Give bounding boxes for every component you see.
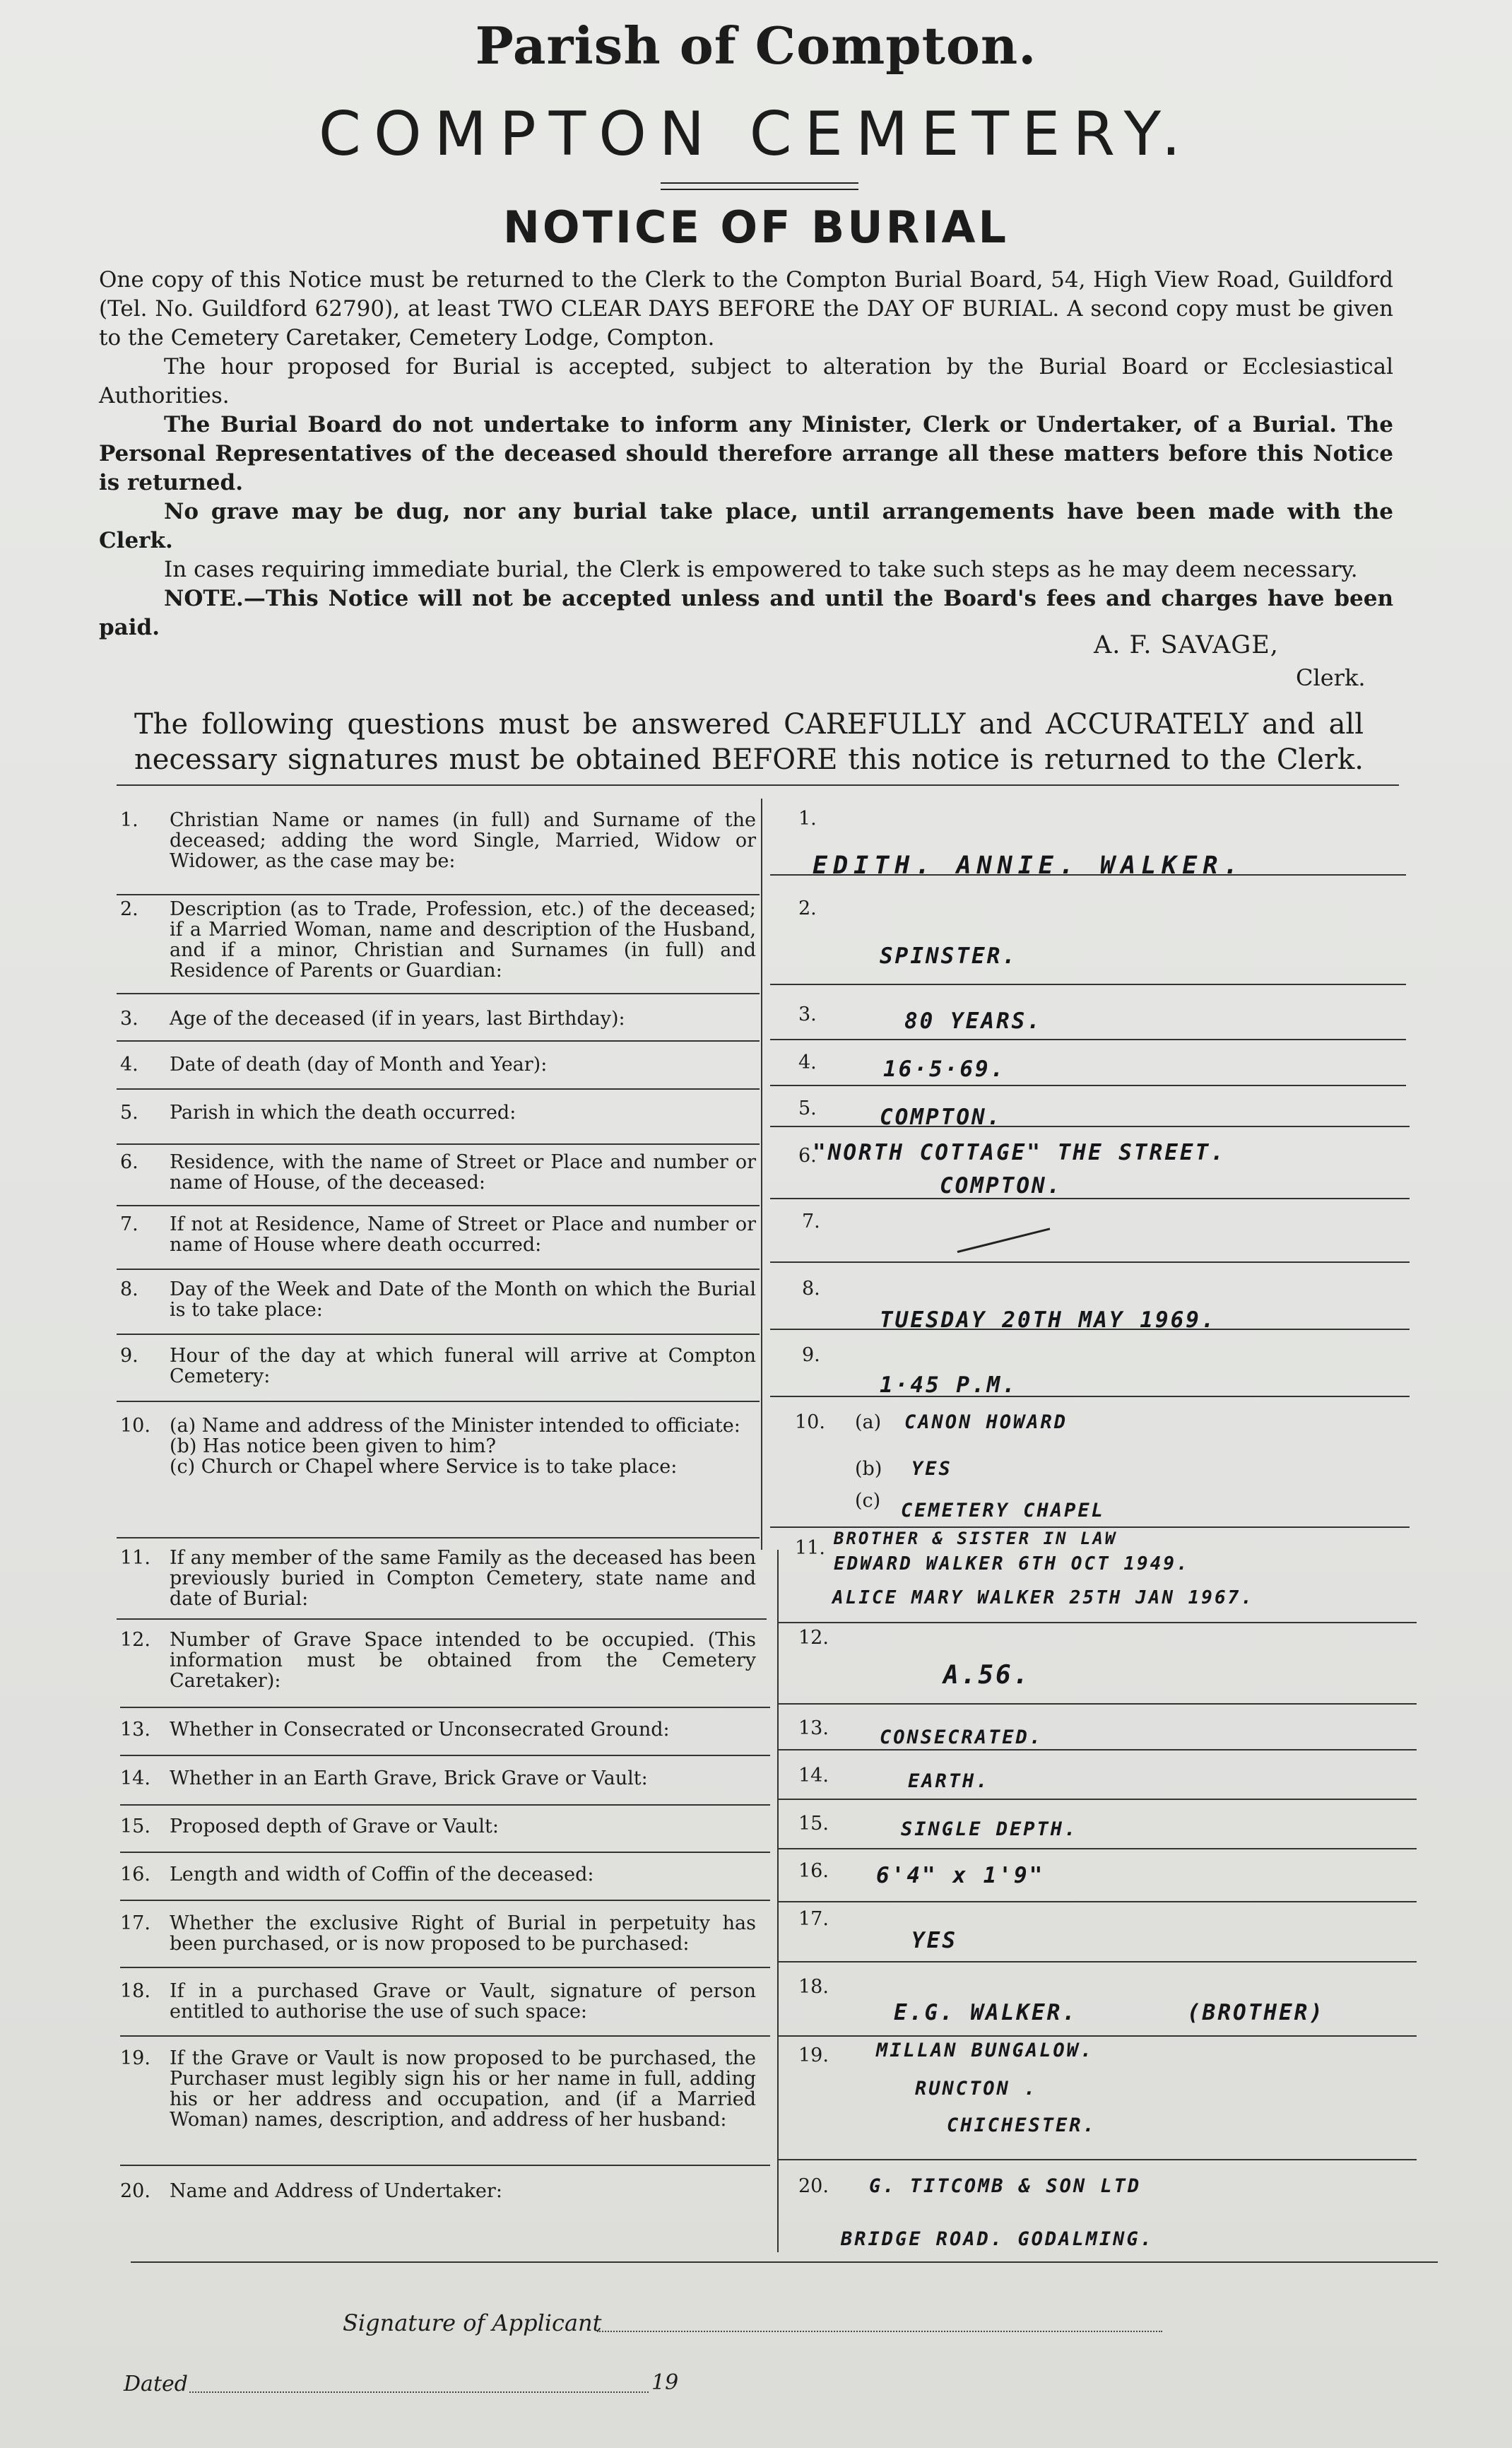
- question-1: [120, 810, 756, 871]
- question-18: [120, 1981, 756, 2022]
- question-4: [120, 1054, 756, 1075]
- answer-16-coffin-size: 6'4" x 1'9": [876, 1863, 1045, 1888]
- answer-rule: [770, 1085, 1406, 1086]
- row-rule: [117, 1618, 767, 1620]
- instruction-return-copy: One copy of this Notice must be returned to the Clerk to the Compton Burial Board, 54, High View Road, Guildford (Tel. No. Guildford 62790), at least TWO CLEAR DAYS BEFORE the DAY OF BURIAL. A second copy must be given to the Cemetery Caretaker, Cemetery Lodge, Compton.: [99, 267, 1393, 351]
- question-10b: (b) Has notice been given to him?: [170, 1435, 496, 1457]
- instruction-board-not-inform: [99, 411, 1393, 498]
- row-rule: [117, 1205, 760, 1206]
- answer-10b-notice-given: YES: [911, 1458, 952, 1480]
- question-text: Date of death (day of Month and Year):: [170, 1054, 548, 1076]
- row-rule: [120, 1852, 770, 1853]
- answer-1-name: EDITH. ANNIE. WALKER.: [813, 852, 1244, 880]
- answer-number: 17.: [798, 1908, 829, 1930]
- answer-15-depth: SINGLE DEPTH.: [901, 1818, 1078, 1840]
- row-rule: [120, 2035, 770, 2037]
- question-text: Age of the deceased (if in years, last Birthday):: [170, 1008, 625, 1030]
- question-17: [120, 1913, 756, 1954]
- answer-number: 1.: [798, 808, 817, 830]
- question-text: Length and width of Coffin of the deceased:: [170, 1864, 594, 1885]
- question-text: If the Grave or Vault is now proposed to be purchased, the Purchaser must legibly sign his or her name in full, adding his or her address and occupation, and (if a Married Woman) names, description, and address of her husband:: [170, 2047, 756, 2131]
- answer-10c-chapel: CEMETERY CHAPEL: [901, 1500, 1105, 1522]
- question-14: [120, 1768, 756, 1789]
- question-7: [120, 1214, 756, 1255]
- answer-number: 5.: [798, 1098, 817, 1119]
- question-number: 1.: [120, 809, 138, 831]
- title-double-rule: [661, 182, 858, 190]
- answer-number: 14.: [798, 1765, 829, 1787]
- answer-11-line3: ALICE MARY WALKER 25TH JAN 1967.: [832, 1587, 1254, 1608]
- answer-rule: [777, 1961, 1417, 1962]
- answer-number: 16.: [798, 1860, 829, 1882]
- question-number: 9.: [120, 1345, 138, 1367]
- row-rule: [120, 2165, 770, 2166]
- answer-17-right-of-burial: YES: [911, 1928, 957, 1953]
- question-number: 11.: [120, 1547, 150, 1569]
- answer-number: 19.: [798, 2044, 829, 2066]
- answer-number: 10.: [795, 1411, 825, 1433]
- question-text: Whether in an Earth Grave, Brick Grave or Vault:: [170, 1767, 648, 1789]
- row-rule: [117, 993, 760, 994]
- questions-heading: The following questions must be answered CAREFULLY and ACCURATELY and all necessary signatures must be obtained BEFORE this notice is returned to the Clerk.: [134, 708, 1364, 776]
- row-rule: [120, 1967, 770, 1968]
- answer-4-date-of-death: 16·5·69.: [883, 1057, 1006, 1082]
- answer-12-grave-space: A.56.: [943, 1661, 1031, 1690]
- row-rule: [117, 1269, 760, 1270]
- question-number: 18.: [120, 1980, 150, 2002]
- question-10a: (a) Name and address of the Minister intended to officiate:: [170, 1415, 740, 1437]
- answer-rule: [777, 2159, 1417, 2160]
- clerk-role: Clerk.: [1296, 664, 1366, 691]
- question-15: [120, 1816, 756, 1837]
- answer-18-relation: (BROTHER): [1187, 2000, 1325, 2025]
- question-number: 20.: [120, 2180, 150, 2202]
- question-text: Proposed depth of Grave or Vault:: [170, 1816, 499, 1837]
- answer-number: 18.: [798, 1976, 829, 1998]
- row-rule: [117, 1334, 760, 1335]
- question-number: 14.: [120, 1767, 150, 1789]
- question-number: 6.: [120, 1151, 138, 1173]
- question-text: Number of Grave Space intended to be occupied. (This information must be obtained from the Cemetery Caretaker):: [170, 1629, 756, 1692]
- answer-rule: [770, 1039, 1406, 1040]
- instruction-no-grave: [99, 498, 1393, 555]
- question-number: 13.: [120, 1719, 150, 1741]
- table-bottom-rule: [131, 2261, 1438, 2263]
- row-rule: [120, 1707, 770, 1708]
- answer-8-burial-date: TUESDAY 20TH MAY 1969.: [880, 1307, 1217, 1333]
- question-6: [120, 1152, 756, 1193]
- year-prefix: 19: [651, 2370, 679, 2395]
- answer-number: 9.: [802, 1344, 820, 1366]
- answer-11-line2: EDWARD WALKER 6TH OCT 1949.: [834, 1553, 1190, 1575]
- question-number: 7.: [120, 1213, 138, 1235]
- instruction-note-text: NOTE.—This Notice will not be accepted unless and until the Board's fees and charges have been paid.: [99, 586, 1393, 640]
- question-16: [120, 1864, 756, 1885]
- answer-number: 13.: [798, 1717, 829, 1739]
- answer-rule: [777, 1799, 1417, 1800]
- answer-13-ground: CONSECRATED.: [880, 1726, 1044, 1748]
- question-number: 19.: [120, 2047, 150, 2069]
- row-rule: [117, 1143, 760, 1145]
- dated-label: Dated: [124, 2372, 188, 2396]
- signature-of-applicant-label: Signature of Applicant: [343, 2309, 602, 2336]
- signature-line[interactable]: [597, 2331, 1162, 2332]
- answer-rule: [770, 1396, 1410, 1397]
- answer-rule: [777, 2035, 1417, 2037]
- row-rule: [117, 1040, 760, 1042]
- answer-number: 11.: [795, 1537, 825, 1559]
- question-13: [120, 1719, 756, 1740]
- question-10c: (c) Church or Chapel where Service is to take place:: [170, 1456, 678, 1478]
- answer-3-age: 80 YEARS.: [904, 1008, 1042, 1034]
- question-text: Day of the Week and Date of the Month on which the Burial is to take place:: [170, 1278, 756, 1321]
- answer-19-address-line3: CHICHESTER.: [947, 2114, 1097, 2136]
- question-text: Description (as to Trade, Profession, etc.) of the deceased; if a Married Woman, name and description of the Husband, and if a minor, Christian and Surnames (in full) and Residence of Parents or Guardian:: [170, 898, 756, 982]
- question-number: 3.: [120, 1008, 138, 1030]
- column-divider-upper: [761, 799, 762, 1550]
- answer-number: 15.: [798, 1813, 829, 1835]
- question-number: 10.: [120, 1415, 150, 1437]
- question-text: Residence, with the name of Street or Place and number or name of House, of the deceased:: [170, 1151, 756, 1194]
- answer-11-line1: BROTHER & SISTER IN LAW: [834, 1529, 1118, 1548]
- answer-10a-minister: CANON HOWARD: [904, 1411, 1068, 1433]
- answer-number: 7.: [802, 1211, 820, 1232]
- table-top-rule: [117, 784, 1399, 786]
- row-rule: [117, 1088, 760, 1090]
- answer-number: 20.: [798, 2175, 829, 2197]
- question-text: If any member of the same Family as the deceased has been previously buried in Compton Cemetery, state name and date of Burial:: [170, 1547, 756, 1610]
- answer-number: 3.: [798, 1004, 817, 1025]
- answer-number: 12.: [798, 1627, 829, 1649]
- question-8: [120, 1279, 756, 1320]
- instruction-board-not-inform-text: The Burial Board do not undertake to inform any Minister, Clerk or Undertaker, of a Burial. The Personal Representatives of the deceased should therefore arrange all these matters before this Notice is returned.: [99, 412, 1393, 495]
- answer-rule: [777, 1901, 1417, 1902]
- answer-2-description: SPINSTER.: [880, 943, 1017, 969]
- answer-rule: [770, 1526, 1410, 1528]
- question-text: Parish in which the death occurred:: [170, 1102, 516, 1124]
- answer-rule: [770, 1198, 1410, 1199]
- answer-18-signature-name: E.G. WALKER.: [894, 2000, 1077, 2025]
- question-text: Hour of the day at which funeral will arrive at Compton Cemetery:: [170, 1345, 756, 1387]
- answer-number: 6.: [798, 1145, 817, 1167]
- row-rule: [117, 894, 760, 895]
- answer-7-dash-mark: [957, 1228, 1051, 1253]
- question-3: [120, 1008, 756, 1029]
- question-text: Whether the exclusive Right of Burial in perpetuity has been purchased, or is now proposed to be purchased:: [170, 1912, 756, 1955]
- question-text: [170, 1416, 756, 1477]
- question-text: Name and Address of Undertaker:: [170, 2180, 502, 2202]
- dated-line[interactable]: [189, 2391, 649, 2393]
- question-number: 4.: [120, 1054, 138, 1076]
- answer-6-residence-line2: COMPTON.: [940, 1173, 1063, 1199]
- question-number: 5.: [120, 1102, 138, 1124]
- answer-6-residence-line1: "NORTH COTTAGE" THE STREET.: [813, 1140, 1226, 1165]
- question-number: 8.: [120, 1278, 138, 1300]
- instruction-immediate-burial: In cases requiring immediate burial, the Clerk is empowered to take such steps as he may deem necessary.: [164, 557, 1358, 582]
- answer-rule: [777, 1622, 1417, 1623]
- answer-20-undertaker-address: BRIDGE ROAD. GODALMING.: [841, 2228, 1154, 2250]
- answer-19-address-line2: RUNCTON .: [915, 2078, 1038, 2100]
- answer-10c-label: (c): [855, 1490, 881, 1512]
- question-number: 17.: [120, 1912, 150, 1934]
- question-10: [120, 1416, 756, 1477]
- clerk-signatory: A. F. SAVAGE,: [1094, 631, 1279, 659]
- answer-10b-label: (b): [855, 1458, 882, 1480]
- answer-14-grave-type: EARTH.: [908, 1770, 990, 1792]
- answer-5-parish: COMPTON.: [880, 1105, 1003, 1130]
- question-12: [120, 1630, 756, 1691]
- answer-19-address-line1: MILLAN BUNGALOW.: [876, 2040, 1094, 2061]
- question-text: If in a purchased Grave or Vault, signature of person entitled to authorise the use of such space:: [170, 1980, 756, 2023]
- answer-rule: [770, 984, 1406, 985]
- answer-rule: [770, 1261, 1410, 1263]
- cemetery-title: COMPTON CEMETERY.: [318, 99, 1194, 170]
- question-9: [120, 1346, 756, 1387]
- question-text: Christian Name or names (in full) and Surname of the deceased; adding the word Single, Married, Widow or Widower, as the case may be:: [170, 809, 756, 872]
- question-2: [120, 899, 756, 981]
- question-5: [120, 1102, 756, 1123]
- question-number: 15.: [120, 1816, 150, 1837]
- instruction-no-grave-text: No grave may be dug, nor any burial take place, until arrangements have been made with the Clerk.: [99, 499, 1393, 553]
- question-number: 2.: [120, 898, 138, 920]
- instructions: [99, 266, 1393, 642]
- question-number: 12.: [120, 1629, 150, 1651]
- row-rule: [117, 1401, 760, 1402]
- row-rule: [120, 1804, 770, 1806]
- question-11: [120, 1548, 756, 1609]
- row-rule: [120, 1900, 770, 1901]
- instruction-hour: The hour proposed for Burial is accepted, subject to alteration by the Burial Board or Ecclesiastical Authorities.: [99, 354, 1393, 408]
- answer-20-undertaker-name: G. TITCOMB & SON LTD: [869, 2175, 1142, 2197]
- row-rule: [120, 1755, 770, 1756]
- question-20: [120, 2181, 756, 2201]
- question-number: 16.: [120, 1864, 150, 1885]
- question-text: Whether in Consecrated or Unconsecrated Ground:: [170, 1719, 670, 1741]
- answer-rule: [770, 1126, 1410, 1127]
- answer-9-hour: 1·45 P.M.: [880, 1372, 1017, 1398]
- answer-rule: [777, 1749, 1417, 1750]
- question-text: If not at Residence, Name of Street or Place and number or name of House where death occurred:: [170, 1213, 756, 1256]
- notice-title: NOTICE OF BURIAL: [503, 201, 1009, 253]
- answer-number: 2.: [798, 898, 817, 919]
- answer-rule: [777, 1848, 1417, 1849]
- row-rule: [117, 1537, 760, 1538]
- answer-10a-label: (a): [855, 1411, 882, 1433]
- answer-rule: [777, 1703, 1417, 1705]
- answer-number: 4.: [798, 1052, 817, 1073]
- question-19: [120, 2048, 756, 2130]
- parish-heading: Parish of Compton.: [475, 16, 1037, 76]
- answer-number: 8.: [802, 1278, 820, 1300]
